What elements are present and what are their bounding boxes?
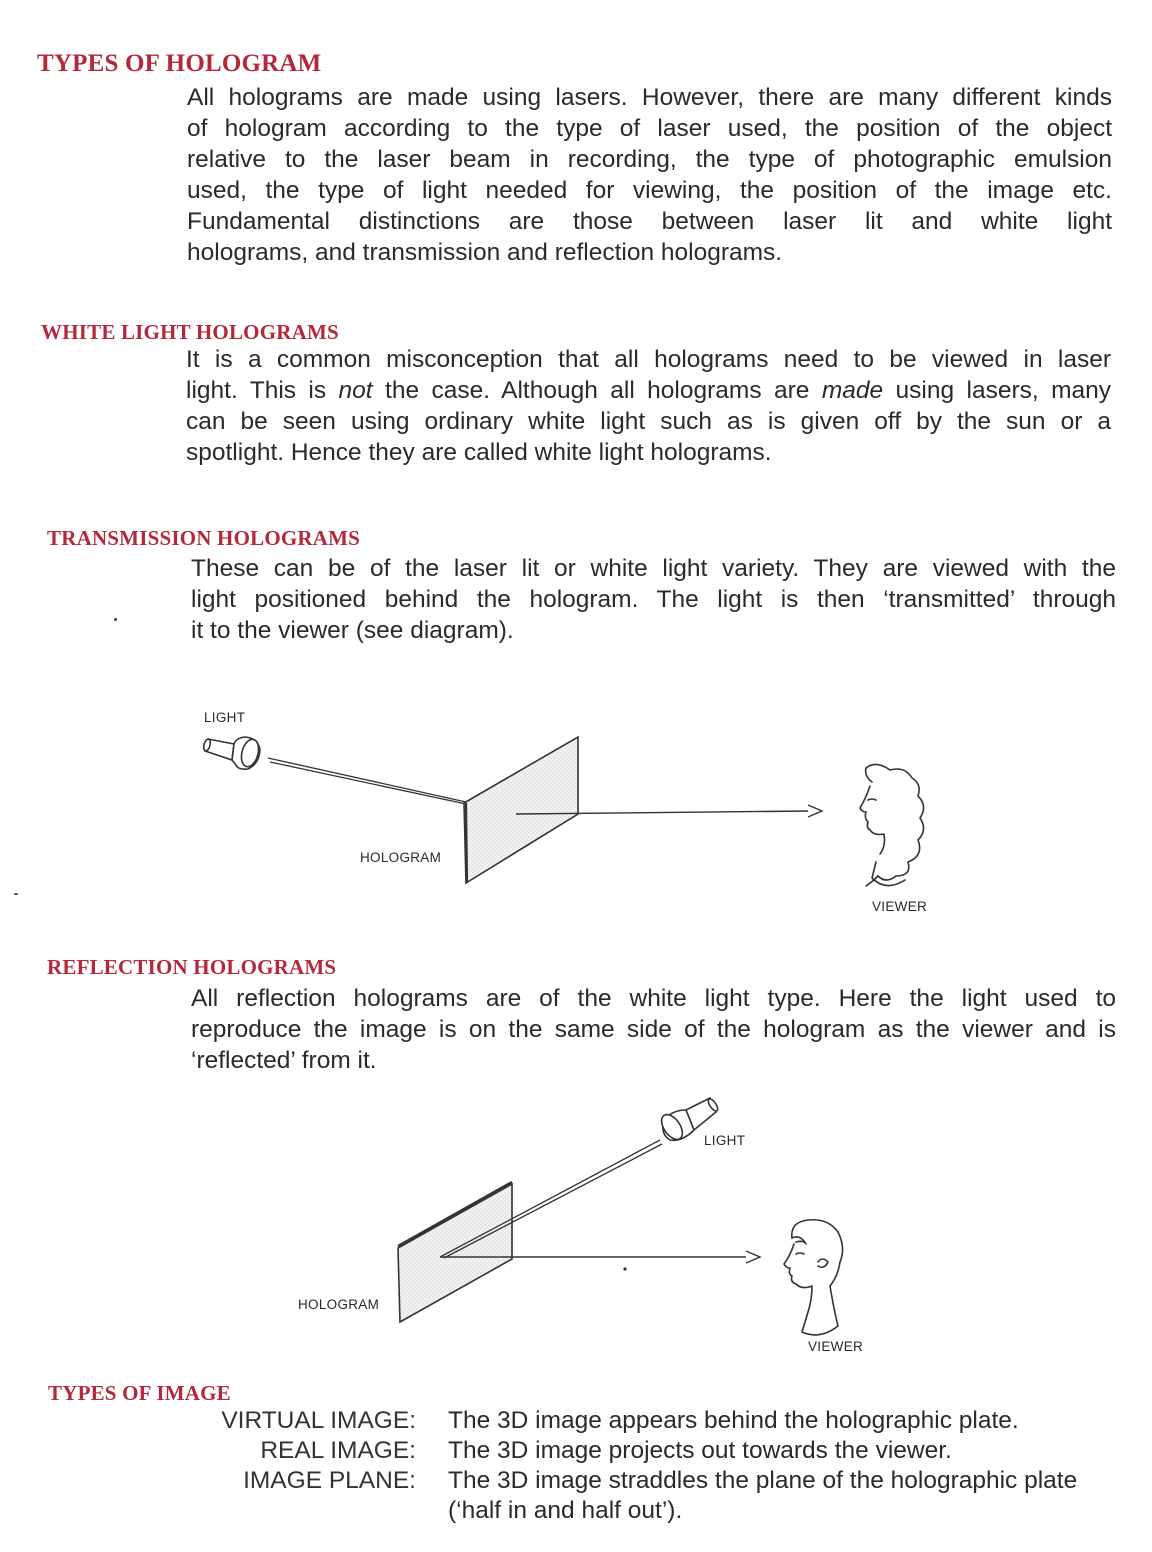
image-type-term: REAL IMAGE: [260, 1437, 416, 1464]
heading-types-of-image: TYPES OF IMAGE [48, 1381, 231, 1405]
speck [114, 618, 117, 621]
text-line: ‘reflected’ from it. [191, 1047, 377, 1074]
transmission-diagram [0, 690, 1152, 930]
text-line: used, the type of light needed for viewing, the position of the image etc. [187, 177, 1112, 204]
text-fragment: light. This is [186, 377, 339, 404]
flashlight-icon [203, 737, 262, 769]
hologram-label: HOLOGRAM [298, 1297, 380, 1312]
text-line: It is a common misconception that all holograms need to be viewed in laser [186, 346, 1111, 373]
viewer-label: VIEWER [872, 899, 928, 914]
text-line: light positioned behind the hologram. The light is then ‘transmitted’ through [191, 586, 1116, 613]
light-beam [268, 758, 466, 804]
heading-types-of-hologram: TYPES OF HOLOGRAM [37, 50, 322, 77]
hologram-plate [464, 737, 578, 883]
text-line: All holograms are made using lasers. However, there are many different kinds [187, 84, 1112, 111]
list-item [150, 1406, 1120, 1436]
emphasis-made: made [821, 377, 884, 404]
viewer-woman-icon [860, 764, 924, 886]
image-types-list [150, 1406, 1120, 1526]
text-line: relative to the laser beam in recording, the type of photographic emulsion [187, 146, 1112, 173]
emphasis-not: not [338, 377, 373, 404]
text-line: spotlight. Hence they are called white light holograms. [186, 439, 772, 466]
image-type-definition: The 3D image projects out towards the viewer. [448, 1437, 952, 1464]
text-line: it to the viewer (see diagram). [191, 617, 514, 644]
text-line: of hologram according to the type of laser used, the position of the object [187, 115, 1112, 142]
hologram-plate-edge [466, 803, 467, 883]
image-type-term: VIRTUAL IMAGE: [221, 1407, 416, 1434]
list-item [150, 1466, 1120, 1526]
heading-white-light-holograms: WHITE LIGHT HOLOGRAMS [41, 320, 339, 344]
text-fragment: the case. Although all holograms are [372, 377, 822, 404]
heading-transmission-holograms: TRANSMISSION HOLOGRAMS [47, 526, 361, 550]
text-line: reproduce the image is on the same side of the hologram as the viewer and is [191, 1016, 1116, 1043]
image-type-term: IMAGE PLANE: [243, 1467, 416, 1494]
light-label: LIGHT [704, 1133, 746, 1148]
image-type-definition: The 3D image appears behind the holographic plate. [448, 1407, 1019, 1434]
list-item [150, 1436, 1120, 1466]
viewer-label: VIEWER [808, 1339, 864, 1354]
paragraph-transmission [191, 553, 1116, 646]
text-line: holograms, and transmission and reflection holograms. [187, 239, 783, 266]
paragraph-reflection [191, 983, 1116, 1076]
viewer-man-icon [784, 1220, 843, 1335]
text-fragment: using lasers, many [883, 377, 1111, 404]
text-line [186, 375, 1111, 406]
text-line: can be seen using ordinary white light such as is given off by the sun or a [186, 408, 1111, 435]
hologram-label: HOLOGRAM [360, 850, 442, 865]
paragraph-white-light [186, 344, 1111, 468]
paragraph-types-of-hologram [187, 82, 1112, 268]
text-line: Fundamental distinctions are those between laser lit and white light [187, 208, 1112, 235]
speck [623, 1267, 626, 1270]
image-type-definition: The 3D image straddles the plane of the holographic plate (‘half in and half out’). [448, 1467, 1078, 1524]
text-line: These can be of the laser lit or white light variety. They are viewed with the [191, 555, 1116, 582]
hologram-plate [398, 1184, 512, 1322]
light-label: LIGHT [204, 710, 246, 725]
text-line: All reflection holograms are of the white light type. Here the light used to [191, 985, 1116, 1012]
speck [14, 893, 18, 895]
heading-reflection-holograms: REFLECTION HOLOGRAMS [47, 955, 337, 979]
reflection-diagram [0, 1090, 1152, 1360]
